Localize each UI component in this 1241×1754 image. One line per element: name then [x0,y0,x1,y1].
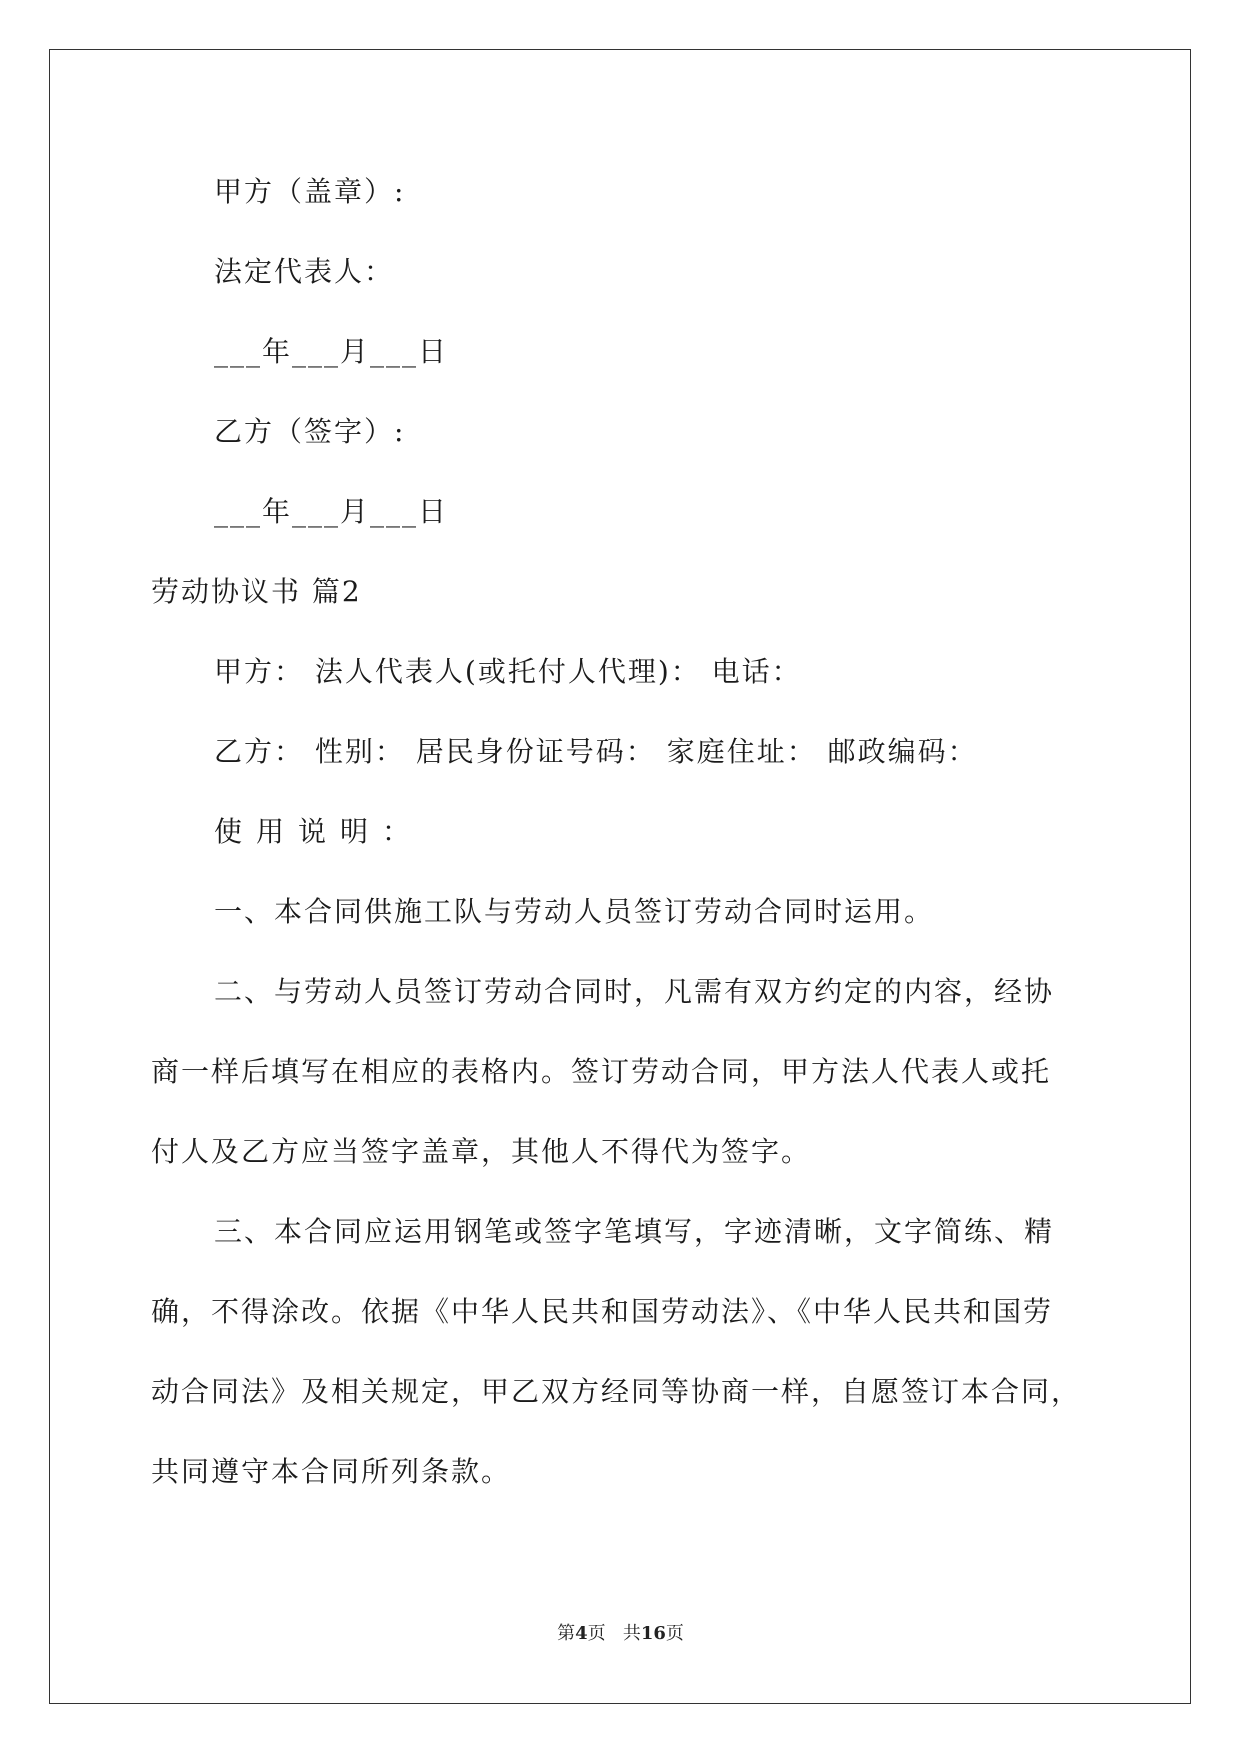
paragraph-3-line-4: 共同遵守本合同所列条款。 [151,1455,512,1488]
paragraph-3-line-3: 动合同法》及相关规定，甲乙双方经同等协商一样，自愿签订本合同， [151,1375,1082,1408]
legal-representative-label: 法定代表人： [214,255,395,288]
party-b-signature-label: 乙方（签字）: [214,415,406,448]
total-prefix: 共 [622,1623,641,1644]
total-suffix: 页 [665,1623,684,1644]
date-line-2: ___年___月___日 [214,495,449,528]
usage-title: 使用说明： [214,815,425,848]
page-footer [0,1622,1241,1646]
paragraph-2-line-2: 商一样后填写在相应的表格内。签订劳动合同，甲方法人代表人或托 [151,1055,1052,1088]
paragraph-1: 一、本合同供施工队与劳动人员签订劳动合同时运用。 [214,895,935,928]
party-a-seal-label: 甲方（盖章）: [214,175,406,208]
party-b-info-line: 乙方： 性别： 居民身份证号码： 家庭住址： 邮政编码： [214,735,978,768]
date-line-1: ___年___月___日 [214,335,449,368]
page-suffix: 页 [587,1623,606,1644]
paragraph-3-line-2: 确，不得涂改。依据《中华人民共和国劳动法》、《中华人民共和国劳 [151,1295,1054,1328]
paragraph-3-line-1: 三、本合同应运用钢笔或签字笔填写，字迹清晰，文字简练、精 [214,1215,1055,1248]
party-a-info-line: 甲方： 法人代表人(或托付人代理)： 电话： [214,655,802,688]
section-heading: 劳动协议书 篇2 [151,575,362,608]
total-pages: 16 [640,1623,666,1644]
page-prefix: 第 [557,1623,576,1644]
page-number: 4 [575,1623,588,1644]
paragraph-2-line-1: 二、与劳动人员签订劳动合同时，凡需有双方约定的内容，经协 [214,975,1055,1008]
paragraph-2-line-3: 付人及乙方应当签字盖章，其他人不得代为签字。 [151,1135,812,1168]
